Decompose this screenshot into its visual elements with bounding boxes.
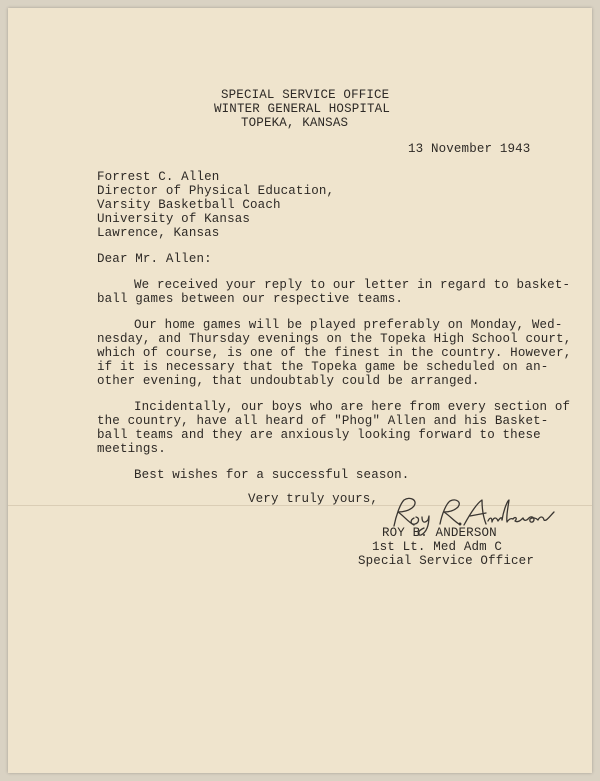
signer-position: Special Service Officer [358, 554, 534, 568]
paragraph-3-line-4: meetings. [97, 442, 166, 456]
paragraph-2-line-5: other evening, that undoubtably could be arranged. [97, 374, 480, 388]
paragraph-2-line-4: if it is necessary that the Topeka game be scheduled on an- [97, 360, 549, 374]
letter-page [8, 8, 592, 773]
salutation: Dear Mr. Allen: [97, 252, 212, 266]
letterhead-line-1: SPECIAL SERVICE OFFICE [221, 88, 390, 102]
paragraph-1-line-2: ball games between our respective teams. [97, 292, 404, 306]
letterhead-line-2: WINTER GENERAL HOSPITAL [214, 102, 390, 116]
paragraph-2-line-3: which of course, is one of the finest in the country. However, [97, 346, 572, 360]
recipient-title-2: Varsity Basketball Coach [97, 198, 281, 212]
recipient-city: Lawrence, Kansas [97, 226, 220, 240]
letter-date: 13 November 1943 [408, 142, 531, 156]
closing: Very truly yours, [248, 492, 379, 506]
paragraph-3-line-2: the country, have all heard of "Phog" Allen and his Basket- [97, 414, 549, 428]
paragraph-3-line-1: Incidentally, our boys who are here from every section of [134, 400, 571, 414]
recipient-title-1: Director of Physical Education, [97, 184, 335, 198]
recipient-name: Forrest C. Allen [97, 170, 220, 184]
paragraph-3-line-3: ball teams and they are anxiously looking forward to these [97, 428, 541, 442]
paragraph-2-line-1: Our home games will be played preferably on Monday, Wed- [134, 318, 563, 332]
paragraph-2-line-2: nesday, and Thursday evenings on the Topeka High School court, [97, 332, 572, 346]
paragraph-1-line-1: We received your reply to our letter in regard to basket- [134, 278, 571, 292]
paragraph-4-line-1: Best wishes for a successful season. [134, 468, 410, 482]
recipient-institution: University of Kansas [97, 212, 251, 226]
signer-name: ROY B. ANDERSON [382, 526, 497, 540]
signer-rank: 1st Lt. Med Adm C [372, 540, 503, 554]
letterhead-line-3: TOPEKA, KANSAS [241, 116, 349, 130]
